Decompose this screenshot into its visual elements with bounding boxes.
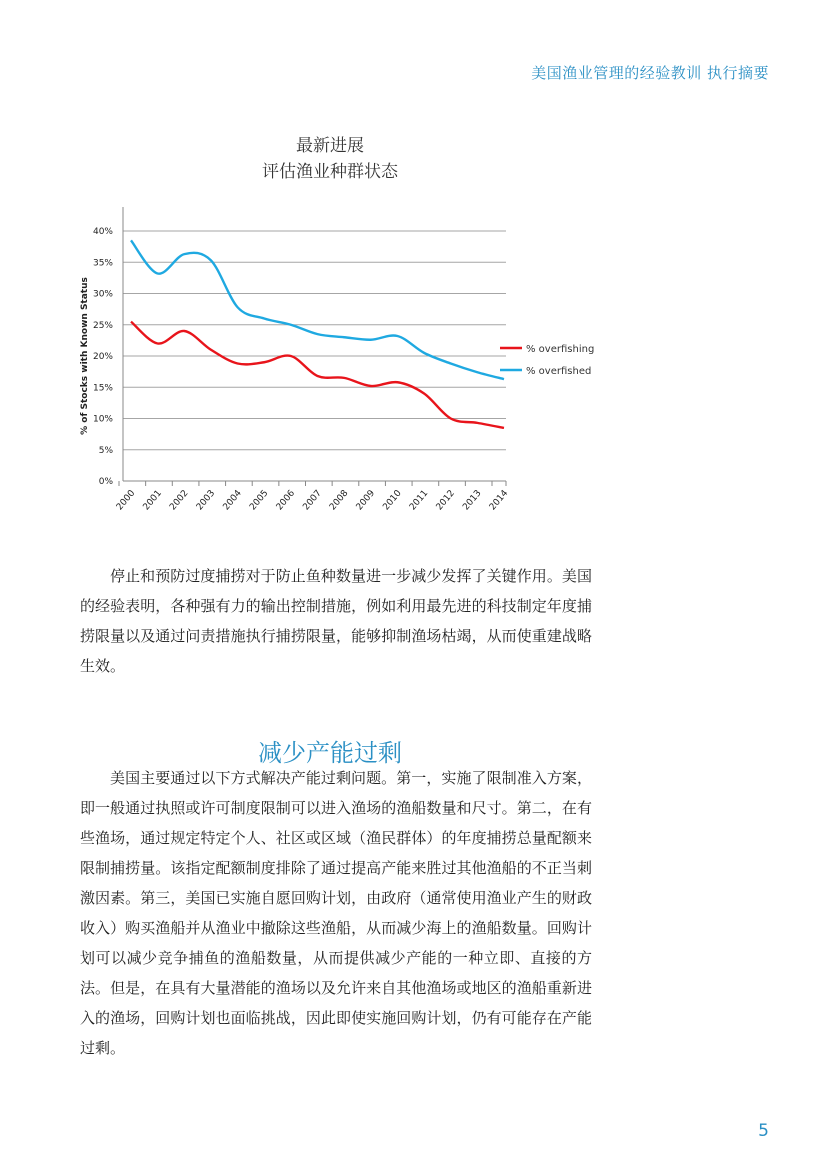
x-tick-label: 2001 [141,488,164,513]
paragraph-overfishing: 停止和预防过度捕捞对于防止鱼种数量进一步减少发挥了关键作用。美国的经验表明，各种强有力的输出控制措施，例如利用最先进的科技制定年度捕捞限量以及通过问责措施执行捕捞限量，能够抑制渔场枯竭，从而使重建战略生效。 [80,567,592,675]
x-tick-label: 2009 [354,488,378,513]
series-layer [131,240,504,428]
x-tick-label: 2002 [168,488,191,513]
chart-svg [66,205,598,525]
x-tick-label: 2006 [274,488,298,513]
x-tick-label: 2008 [328,488,351,513]
x-tick-label: 2011 [407,488,431,513]
x-tick-label: 2005 [248,488,271,513]
header-subtitle: 执行摘要 [706,64,769,82]
legend-label: % overfishing [526,344,595,355]
y-tick-label: 25% [92,320,113,331]
section-heading: 减少产能过剩 [258,738,402,767]
header-title: 美国渔业管理的经验教训 [531,64,702,82]
x-tick-label: 2010 [381,488,404,513]
x-tick-label: 2000 [114,488,138,513]
y-tick-label: 35% [92,258,113,269]
y-tick-label: 40% [92,227,113,237]
y-tick-label: 15% [92,383,113,394]
y-tick-label: 0% [98,477,113,487]
legend-label: % overfished [526,366,592,377]
x-tick-label: 2012 [434,488,458,513]
x-tick-label: 2014 [487,488,511,513]
x-tick-label: 2007 [301,488,324,513]
x-tick-label: 2013 [461,488,484,513]
page-number: 5 [758,1121,769,1141]
y-tick-label: 30% [92,289,113,300]
figure-title-line-1: 最新进展 [296,136,364,156]
x-tick-label: 2004 [221,488,244,513]
y-axis-title: % of Stocks with Known Status [80,277,90,435]
legend-layer [500,344,594,377]
x-tick-label: 2003 [194,488,218,513]
figure-title-line-2: 评估渔业种群状态 [262,162,398,182]
stock-status-chart [66,205,598,525]
paragraph-overcapacity: 美国主要通过以下方式解决产能过剩问题。第一，实施了限制准入方案，即一般通过执照或许可制度限制可以进入渔场的渔船数量和尺寸。第二，在有些渔场，通过规定特定个人、社区或区域（渔民群体）的年度捕捞总量配额来限制捕捞量。该指定配额制度排除了通过提高产能来胜过其他渔船的不正当刺激因素。第三，美国已实施自愿回购计划，由政府（通常使用渔业产生的财政收入）购买渔船并从渔业中撤除这些渔船，从而减少海上的渔船数量。回购计划可以减少竞争捕鱼的渔船数量，从而提供减少产能的一种立即、直接的方法。但是，在具有大量潜能的渔场以及允许来自其他渔场或地区的渔船重新进入的渔场，回购计划也面临挑战，因此即使实施回购计划，仍有可能存在产能过剩。 [80,769,592,1057]
running-header [531,62,769,83]
y-tick-label: 20% [92,352,113,362]
series-line-overfished [131,240,504,379]
series-line-overfishing [131,322,504,428]
axis-layer [80,207,510,512]
y-tick-label: 10% [92,414,113,425]
y-tick-label: 5% [98,445,113,456]
